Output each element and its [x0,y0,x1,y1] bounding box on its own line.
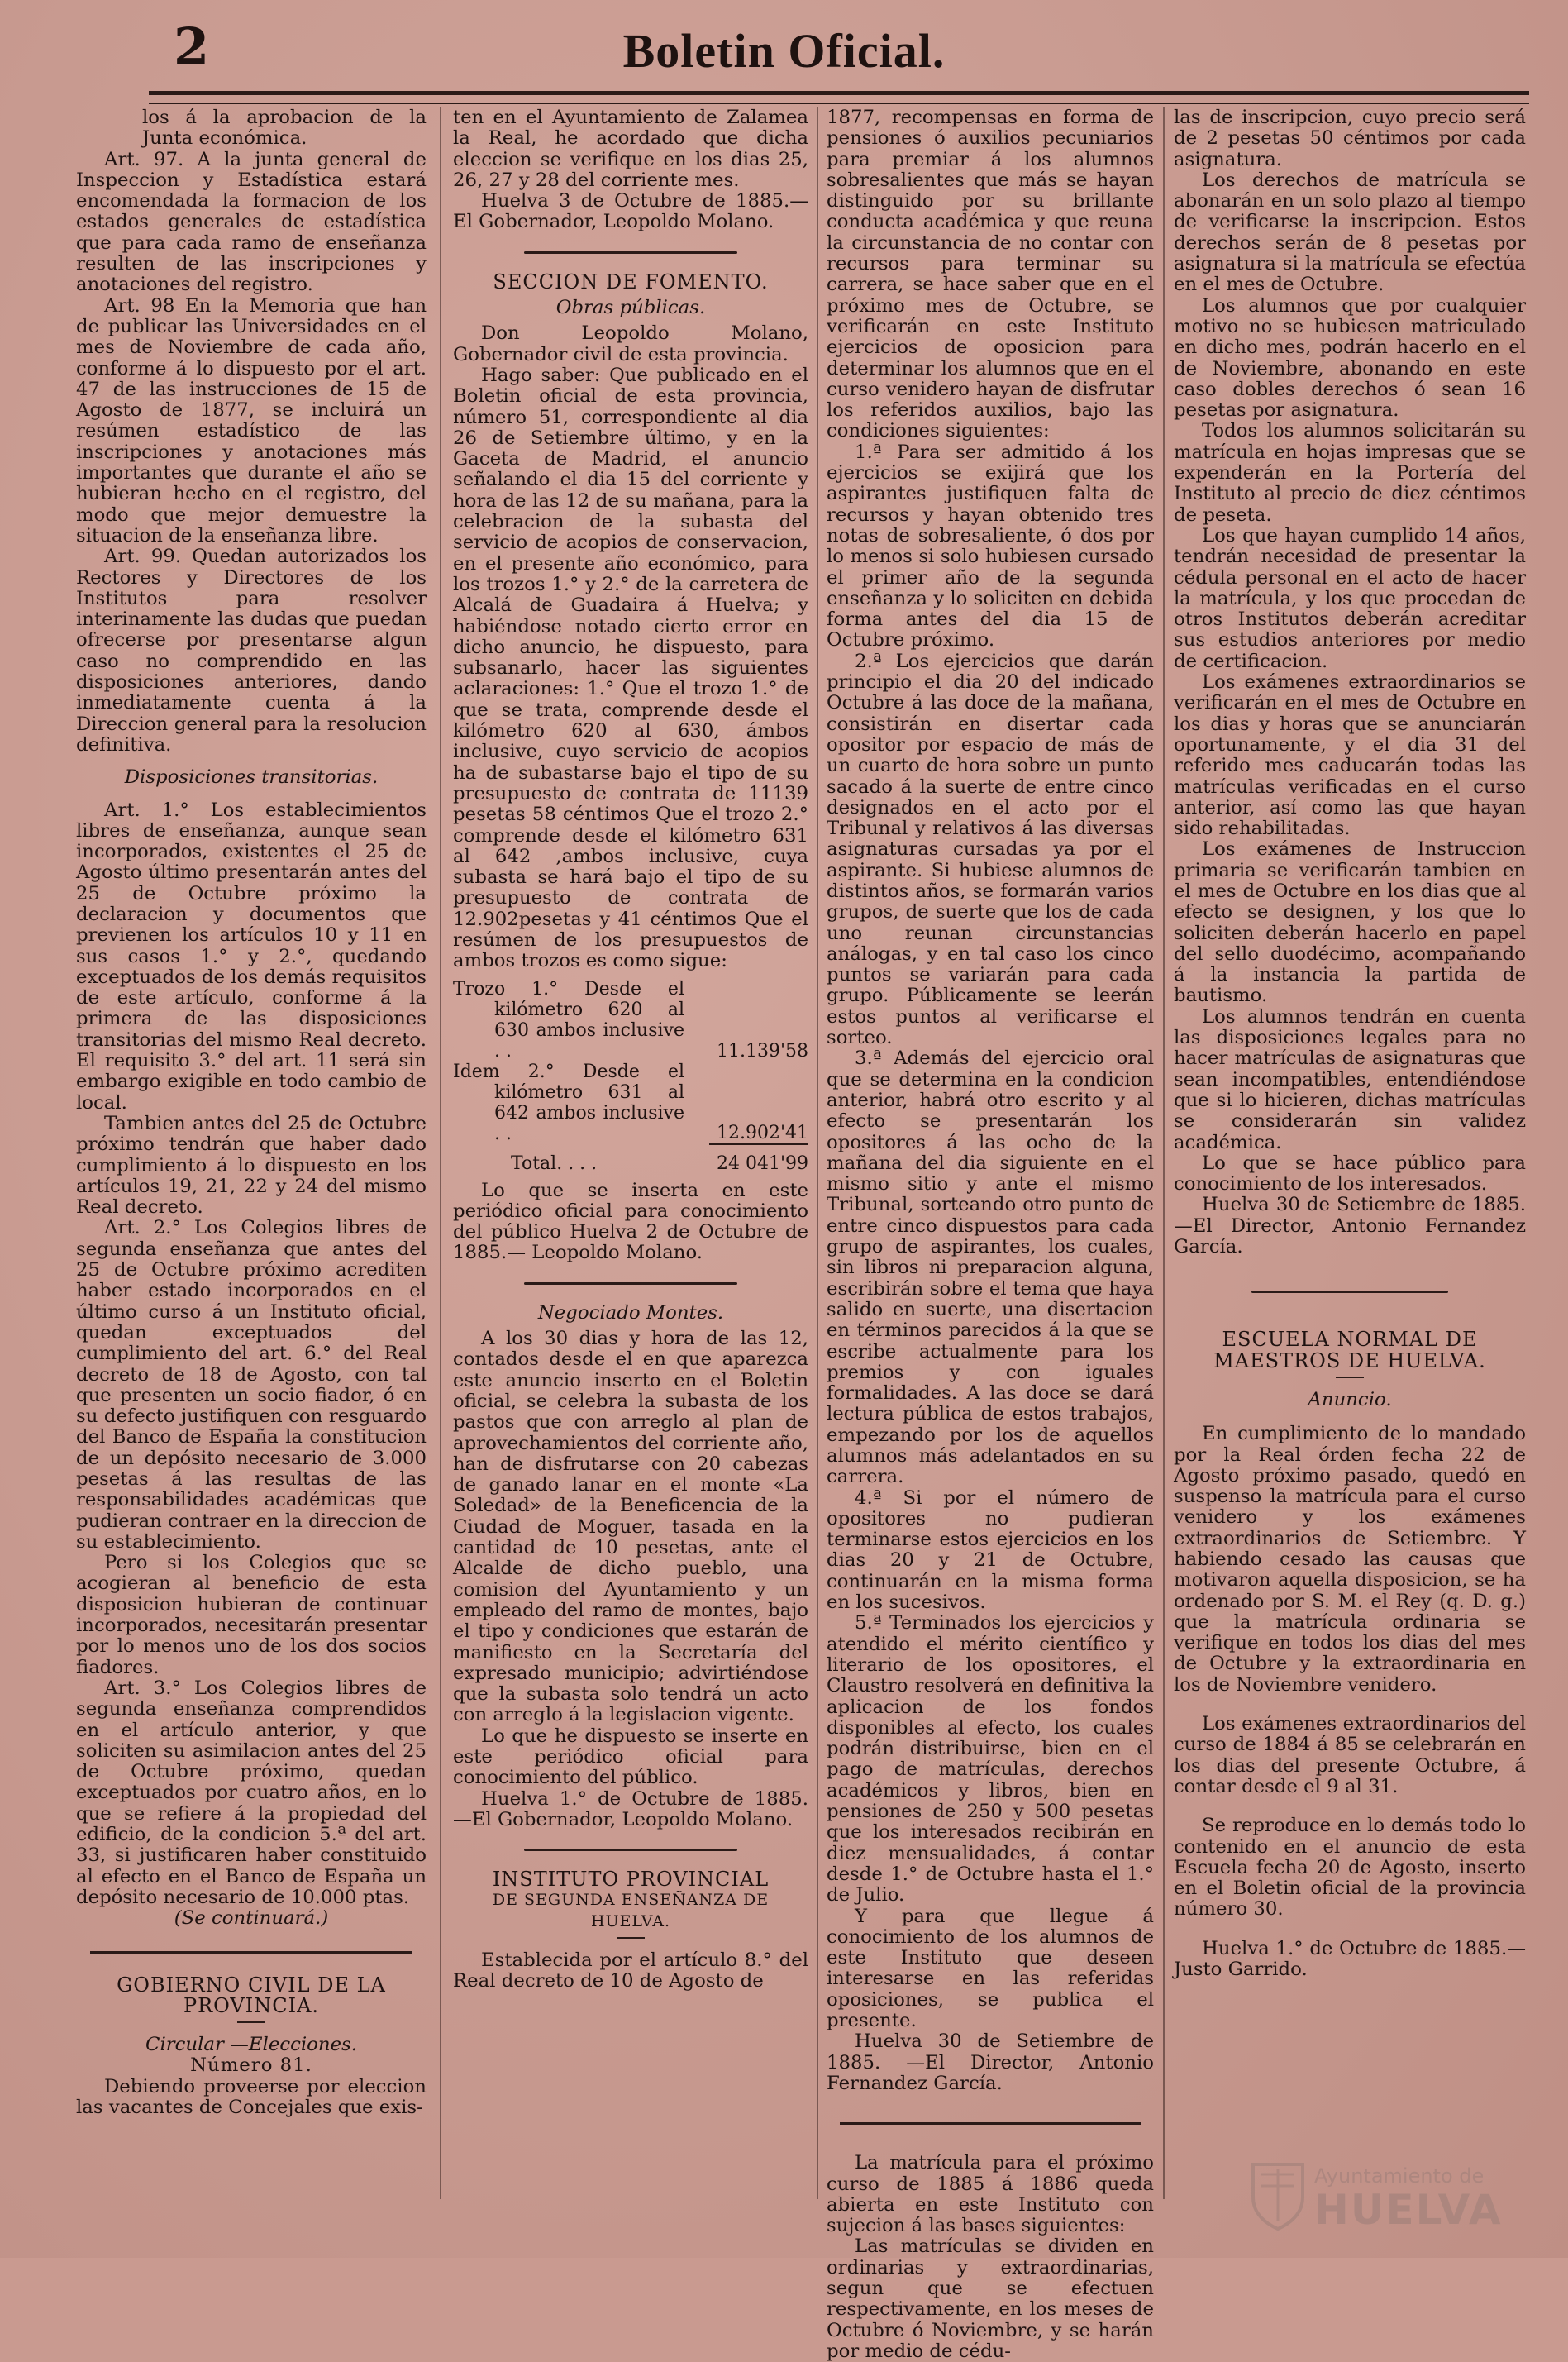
paragraph: Hago saber: Que publicado en el Boletin oficial de esta provincia, número 51, correspondiente al dia 26 de Setiembre último, y en la Gaceta de Madrid, el anuncio señalando el dia 15 del corriente y hora de las 12 de su mañana, para la celebracion de la subasta del servicio de acopios de conservacion, en el presente año económico, para los trozos 1.° y 2.° de la carretera de Alcalá de Guadaira á Huelva; y habiéndose notado cierto error en dicho anuncio, he dispuesto, para subsanarlo, hacer las siguientes aclaraciones: 1.° Que el trozo 1.° de que se trata, comprende desde el kilómetro 620 al 630, ámbos inclusive, cuyo servicio de acopios ha de subastarse bajo el tipo de su presupuesto de contrata de 11139 pesetas 58 céntimos Que el trozo 2.° comprende desde el kilómetro 631 al 642 ,ambos inclusive, cuya subasta se hará bajo el tipo de su presupuesto de contrata de 12.902pesetas y 41 céntimos Que el resúmen de los presupuestos de ambos trozos es como sigue: [453,364,808,972]
budget-table [453,979,808,1174]
budget-amount-trozo-2: 12.902'41 [709,1062,808,1144]
header-rule-thin [149,103,1529,104]
paragraph: las de inscripcion, cuyo precio será de 2 pesetas 50 céntimos por cada asignatura. [1174,107,1526,170]
masthead-title: Boletin Oficial. [622,24,946,78]
section-subtitle-transitorias: Disposiciones transitorias. [124,766,379,789]
budget-label-trozo-1: Trozo 1.° Desde el kilómetro 620 al 630 ambos inclusive . . [453,978,684,1062]
table-row [453,1062,808,1144]
budget-amount-trozo-1: 11.139'58 [716,1040,808,1062]
paragraph: La matrícula para el próximo curso de 1885 á 1886 queda abierta en este Instituto con sujecion á las bases siguientes: [827,2152,1154,2237]
signature: Huelva 3 de Octubre de 1885.— El Gobernador, Leopoldo Molano. [453,190,808,233]
coat-of-arms-icon [1248,2158,1308,2231]
heading-dash [617,1937,645,1939]
section-divider [1251,1291,1449,1293]
column-4 [1174,107,1526,1980]
paragraph: Don Leopoldo Molano, Gobernador civil de esta provincia. [453,322,808,365]
paragraph: Pero si los Colegios que se acogieran al beneficio de esta disposicion hubieran de continuar incorporados, necesitarán presentar por lo menos uno de los dos socios fiadores. [76,1552,427,1678]
table-row [453,1144,808,1174]
paragraph: Los alumnos tendrán en cuenta las disposiciones legales para no hacer matrículas de asignaturas que sean incompatibles, entendiéndose que si lo hicieren, dichas matrículas se considerarán sin validez académica. [1174,1005,1526,1153]
paragraph: Los exámenes extraordinarios del curso de 1884 á 85 se celebrarán en los dias del presente Octubre, á contar desde el 9 al 31. [1174,1713,1526,1797]
section-heading-fomento: SECCION DE FOMENTO. [493,270,769,293]
signature: Huelva 1.° de Octubre de 1885.— Justo Garrido. [1174,1937,1526,1981]
watermark-line-2: HUELVA [1314,2186,1503,2234]
continuation-note: (Se continuará.) [174,1907,329,1930]
paragraph: los á la aprobacion de la Junta económica. [142,107,427,150]
condition-2: 2.ª Los ejercicios que darán principio el dia 20 del indicado Octubre á las doce de la mañana, consistirán en disertar cada opositor por espacio de más de un cuarto de hora sobre un punto sacado á la suerte de entre cinco designados en el acto por el Tribunal y relativos á las diversas asignaturas cursadas ya por el aspirante. Si hubiese alumnos de distintos años, se formarán varios grupos, de suerte que los de cada uno reunan circunstancias análogas, y en tal caso los cinco puntos se variarán para cada grupo. Públicamente se leerán estos puntos al verificarse el sorteo. [827,650,1154,1049]
column-separator [440,107,441,2199]
paragraph: Debiendo proveerse por eleccion las vacantes de Concejales que exis- [76,2075,427,2119]
paragraph: Los derechos de matrícula se abonarán en un solo plazo al tiempo de verificarse la inscripcion. Estos derechos serán de 8 pesetas por asignatura si la matrícula se efectúa en el mes de Octubre. [1174,169,1526,296]
subsection-obras-publicas: Obras públicas. [555,297,706,319]
section-heading-instituto-sub: DE SEGUNDA ENSEÑANZA DE HUELVA. [492,1891,770,1930]
heading-dash [1336,1377,1364,1378]
signature: Huelva 1.° de Octubre de 1885. —El Gobernador, Leopoldo Molano. [453,1787,808,1830]
page-number: 2 [174,17,210,77]
circular-subtitle: Circular —Elecciones. [145,2034,357,2056]
paragraph: Tambien antes del 25 de Octubre próximo tendrán que haber dado cumplimiento á lo dispuesto en los artículos 19, 21, 22 y 24 del mismo Real decreto. [76,1112,427,1219]
condition-5: 5.ª Terminados los ejercicios y atendido el mérito científico y literario de los opositores, el Claustro resolverá en definitiva la aplicacion de los fondos disponibles al efecto, los cuales podrán distribuirse, bien en el pago de matrículas, derechos académicos y libros, bien en pensiones de 250 y 500 pesetas que los interesados recibirán en diez mensualidades, á contar desde 1.° de Octubre hasta el 1.° de Julio. [827,1612,1154,1906]
archive-watermark [1248,2150,1521,2240]
article-97: Art. 97. A la junta general de Inspeccion y Estadística estará encomendada la formacion de los estados generales de estadística que para cada ramo de enseñanza resulten de las inscripciones y anotaciones del registro. [76,148,427,296]
paragraph: 1877, recompensas en forma de pensiones ó auxilios pecuniarios para premiar á los alumnos sobresalientes que más se hayan distinguido por su brillante conducta académica y que reuna la circunstancia de no contar con recursos para terminar su carrera, se hace saber que en el próximo mes de Octubre, se verificarán en este Instituto ejercicios de oposicion para determinar los alumnos que en el curso venidero hayan de disfrutar los referidos auxilios, bajo las condiciones siguientes: [827,107,1154,442]
transitory-article-2: Art. 2.° Los Colegios libres de segunda enseñanza que antes del 25 de Octubre próximo acrediten haber estado incorporados en el último curso á un Instituto oficial, quedan exceptuados del cumplimiento del art. 6.° del Real decreto de 18 de Agosto, con tal que presenten un socio fiador, ó en su defecto justifiquen con resguardo del Banco de España la constitucion de un depósito necesario de 3.000 pesetas á las resultas de las responsabilidades académicas que pudieran contraer en la direccion de su establecimiento. [76,1217,427,1553]
heading-dash [237,2021,265,2023]
column-separator [817,107,818,2199]
section-heading-escuela-normal: ESCUELA NORMAL DE MAESTROS DE HUELVA. [1213,1328,1486,1372]
condition-3: 3.ª Además del ejercicio oral que se determina en la condicion anterior, habrá otro escrito y al efecto se presentarán los opositores á las ocho de la mañana del dia siguiente en el mismo sitio y ante el mismo Tribunal, sorteando otro punto de entre cinco dispuestos para cada grupo de aspirantes, los cuales, sin libros ni preparacion alguna, escribirán sobre el tema que haya salido en suerte, una disertacion en términos parecidos á la que se escribe actualmente para los premios y con iguales formalidades. A las doce se dará lectura pública de estos trabajos, empezando por los de aquellos alumnos más adelantados en su carrera. [827,1047,1154,1488]
transitory-article-3: Art. 3.° Los Colegios libres de segunda enseñanza comprendidos en el artículo anterior, y que soliciten su asimilacion antes del 25 de Octubre próximo, quedan exceptuados por cuatro años, en lo que se refiere á la propiedad del edificio, de la condicion 5.ª del art. 33, si justificaren haber constituido al efecto en el Banco de España un depósito necesario de 10.000 ptas. [76,1677,427,1908]
circular-number: Número 81. [190,2054,312,2077]
subsection-negociado-montes: Negociado Montes. [537,1301,724,1324]
paragraph: Los que hayan cumplido 14 años, tendrán necesidad de presentar la cédula personal en el acto de hacer la matrícula, y los que procedan de otros Institutos deberán acreditar sus estudios anteriores por medio de certificacion. [1174,524,1526,672]
table-row [453,979,808,1062]
paragraph: Establecida por el artículo 8.° del Real decreto de 10 de Agosto de [453,1949,808,1992]
section-divider [524,1282,737,1285]
header-rule [149,91,1529,95]
paragraph: A los 30 dias y hora de las 12, contados desde el en que aparezca este anuncio inserto en el Boletin oficial, se celebra la subasta de los pastos que con arreglo al plan de aprovechamientos del corriente año, han de disfrutarse con 20 cabezas de ganado lanar en el monte «La Soledad» de la Beneficencia de la Ciudad de Moguer, tasada en la cantidad de 10 pesetas, ante el Alcalde de dicho pueblo, una comision del Ayuntamiento y un empleado del ramo de montes, bajo el tipo y condiciones que estarán de manifiesto en la Secretaría del expresado municipio; advirtiéndose que la subasta solo tendrá un acto con arreglo á la legislacion vigente. [453,1328,808,1726]
column-1 [76,107,427,2118]
condition-4: 4.ª Si por el número de opositores no pudieran terminarse estos ejercicios en los dias 20 y 21 de Octubre, continuarán en la misma forma en los sucesivos. [827,1486,1154,1614]
page-header [0,0,1568,112]
paragraph: Los exámenes de Instruccion primaria se verificarán tambien en el mes de Octubre en los dias que al efecto se designen, y los que lo soliciten deberán hacerlo en papel del sello duodécimo, acompañando á la instancia la partida de bautismo. [1174,838,1526,1007]
watermark-line-1: Ayuntamiento de [1314,2164,1485,2188]
budget-label-trozo-2: Idem 2.° Desde el kilómetro 631 al 642 ambos inclusive . . [453,1061,684,1144]
signature: Huelva 30 de Setiembre de 1885. —El Director, Antonio Fernandez García. [1174,1194,1526,1258]
article-99: Art. 99. Quedan autorizados los Rectores y Directores de los Institutos para resolver interinamente las dudas que puedan ofrecerse por presentarse algun caso no comprendido en las disposiciones anteriores, dando inmediatamente cuenta á la Direccion general para la resolucion definitiva. [76,546,427,756]
condition-1: 1.ª Para ser admitido á los ejercicios se exijirá que los aspirantes justifiquen falta de recursos y hayan obtenido tres notas de sobresaliente, ó dos por lo menos si solo hubiesen cursado el primer año de la segunda enseñanza y lo soliciten en debida forma antes del dia 15 de Octubre próximo. [827,441,1154,651]
paragraph: Y para que llegue á conocimiento de los alumnos de este Instituto que deseen interesarse en las referidas oposiciones, se publica el presente. [827,1905,1154,2032]
paragraph: Los alumnos que por cualquier motivo no se hubiesen matriculado en dicho mes, podrán hacerlo en el de Noviembre, abonando en este caso dobles derechos ó sean 16 pesetas por asignatura. [1174,294,1526,422]
column-separator [1163,107,1165,2199]
paragraph: Se reproduce en lo demás todo lo contenido en el anuncio de esta Escuela fecha 20 de Agosto, inserto en el Boletin oficial de la provincia número 30. [1174,1815,1526,1921]
section-heading-instituto: INSTITUTO PROVINCIAL [492,1868,770,1892]
budget-total-label: Total. . . . [511,1152,598,1174]
paragraph: Todos los alumnos solicitarán su matrícula en hojas impresas que se expenderán en la Portería del Instituto al precio de diez céntimos de peseta. [1174,420,1526,526]
paragraph: Lo que he dispuesto se inserte en este periódico oficial para conocimiento del público. [453,1725,808,1789]
article-98: Art. 98 En la Memoria que han de publicar las Universidades en el mes de Noviembre de cada año, conforme á lo dispuesto por el art. 47 de las instrucciones de 15 de Agosto de 1877, se incluirá un resúmen estadístico de las inscripciones y anotaciones más importantes que durante el año se hubieran hecho en el registro, del modo que mejor demuestre la situacion de la enseñanza libre. [76,294,427,546]
subsection-anuncio: Anuncio. [1308,1388,1392,1410]
paragraph: En cumplimiento de lo mandado por la Real órden fecha 22 de Agosto próximo pasado, quedó en suspenso la matrícula para el curso venidero y los exámenes extraordinarios de Setiembre. Y habiendo cesado las causas que motivaron aquella disposicion, se ha ordenado por S. M. el Rey (q. D. g.) que la matrícula ordinaria se verifique en todos los dias del mes de Octubre y la extraordinaria en los de Noviembre venidero. [1174,1423,1526,1696]
paragraph: Las matrículas se dividen en ordinarias y extraordinarias, segun que se efectuen respectivamente, en los meses de Octubre ó Noviembre, y se harán por medio de cédu- [827,2236,1154,2362]
section-divider [524,251,737,254]
section-divider [840,2122,1141,2125]
section-divider [524,1849,737,1851]
section-heading-gobierno-civil: GOBIERNO CIVIL DE LA PROVINCIA. [117,1973,386,2017]
column-3 [827,107,1154,2362]
transitory-article-1: Art. 1.° Los establecimientos libres de enseñanza, aunque sean incorporados, existentes el 25 de Agosto último presentarán antes del 25 de Octubre próximo la declaracion y documentos que previenen los artículos 10 y 11 en sus casos 1.° y 2.°, quedando exceptuados de los demás requisitos de este artículo, conforme á la primera de las disposiciones transitorias del mismo Real decreto. El requisito 3.° del art. 11 será sin embargo exigible en todo cambio de local. [76,799,427,1114]
paragraph: Lo que se hace público para conocimiento de los interesados. [1174,1152,1526,1195]
budget-total-amount: 24 041'99 [716,1152,808,1174]
paragraph: ten en el Ayuntamiento de Zalamea la Real, he acordado que dicha eleccion se verifique en los dias 25, 26, 27 y 28 del corriente mes. [453,107,808,191]
signature: Huelva 30 de Setiembre de 1885. —El Director, Antonio Fernandez García. [827,2030,1154,2094]
paragraph: Lo que se inserta en este periódico oficial para conocimiento del público Huelva 2 de Octubre de 1885.— Leopoldo Molano. [453,1179,808,1264]
section-divider [90,1951,412,1954]
paragraph: Los exámenes extraordinarios se verificarán en el mes de Octubre en los dias y horas que se anunciarán oportunamente, y el dia 31 del referido mes caducarán todas las matrículas verificadas en el curso anterior, así como las que hayan sido rehabilitadas. [1174,671,1526,840]
column-2 [453,107,808,1992]
